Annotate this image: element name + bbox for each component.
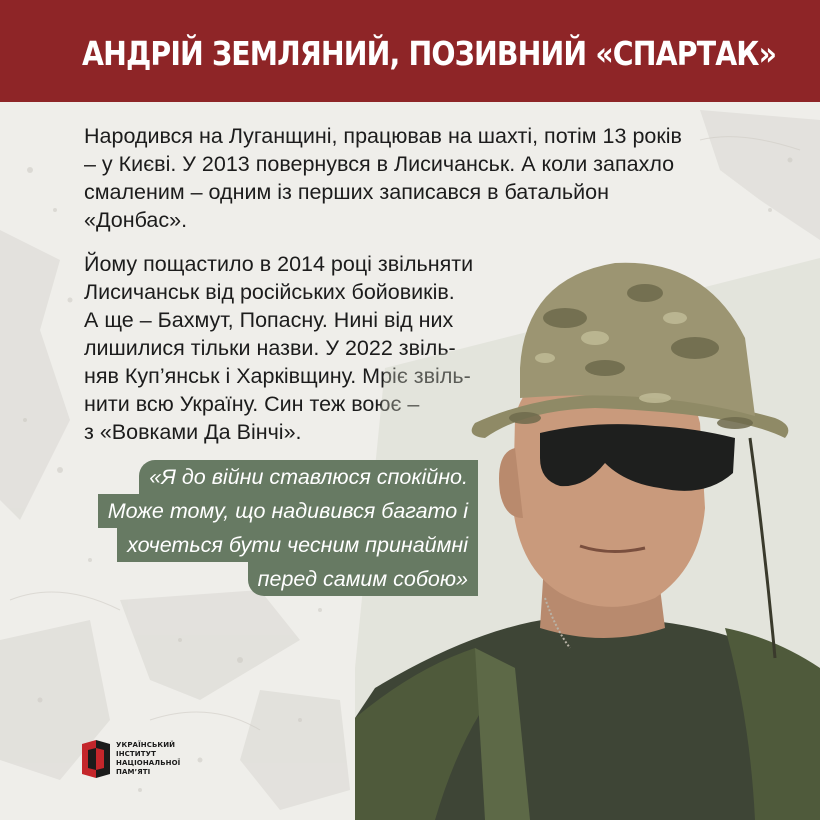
- quote-line-text: «Я до війни ставлюся спокійно.: [139, 460, 478, 494]
- institute-name: [116, 741, 180, 777]
- bio-line: з «Вовками Да Вінчі».: [84, 420, 302, 444]
- quote-block: [66, 460, 478, 596]
- quote-line: [66, 494, 478, 528]
- bio-line: Народився на Луганщині, працював на шахті, потім 13 років: [84, 124, 682, 148]
- uinp-logo-mark-icon: [82, 740, 110, 778]
- page-title: АНДРІЙ ЗЕМЛЯНИЙ, ПОЗИВНИЙ «СПАРТАК»: [82, 34, 777, 73]
- quote-line: [66, 528, 478, 562]
- institute-name-line: ІНСТИТУТ: [116, 750, 156, 758]
- institute-logo: [82, 740, 242, 780]
- quote-line: [66, 460, 478, 494]
- bio-line: – у Києві. У 2013 повернувся в Лисичанськ. А коли запахло: [84, 152, 675, 176]
- quote-line: [66, 562, 478, 596]
- institute-name-line: ПАМ’ЯТІ: [116, 768, 151, 776]
- bio-line: лишилися тільки назви. У 2022 звіль-: [84, 336, 456, 360]
- quote-line-text: Може тому, що надивився багато і: [98, 494, 478, 528]
- bio-line: няв Куп’янськ і Харківщину. Мріє звіль-: [84, 364, 471, 388]
- quote-line-text: перед самим собою»: [248, 562, 478, 596]
- bio-line: нити всю Україну. Син теж воює –: [84, 392, 420, 416]
- bio-line: А ще – Бахмут, Попасну. Нині від них: [84, 308, 454, 332]
- bio-line: Йому пощастило в 2014 році звільняти: [84, 252, 474, 276]
- title-banner: [0, 0, 820, 102]
- quote-line-text: хочеться бути чесним принаймні: [117, 528, 478, 562]
- bio-paragraph-1: [84, 122, 784, 234]
- bio-line: Лисичанськ від російських бойовиків.: [84, 280, 455, 304]
- bio-line: «Донбас».: [84, 208, 188, 232]
- institute-name-line: УКРАЇНСЬКИЙ: [116, 741, 176, 749]
- institute-name-line: НАЦІОНАЛЬНОЇ: [116, 759, 181, 767]
- bio-line: смаленим – одним із перших записався в батальйон: [84, 180, 609, 204]
